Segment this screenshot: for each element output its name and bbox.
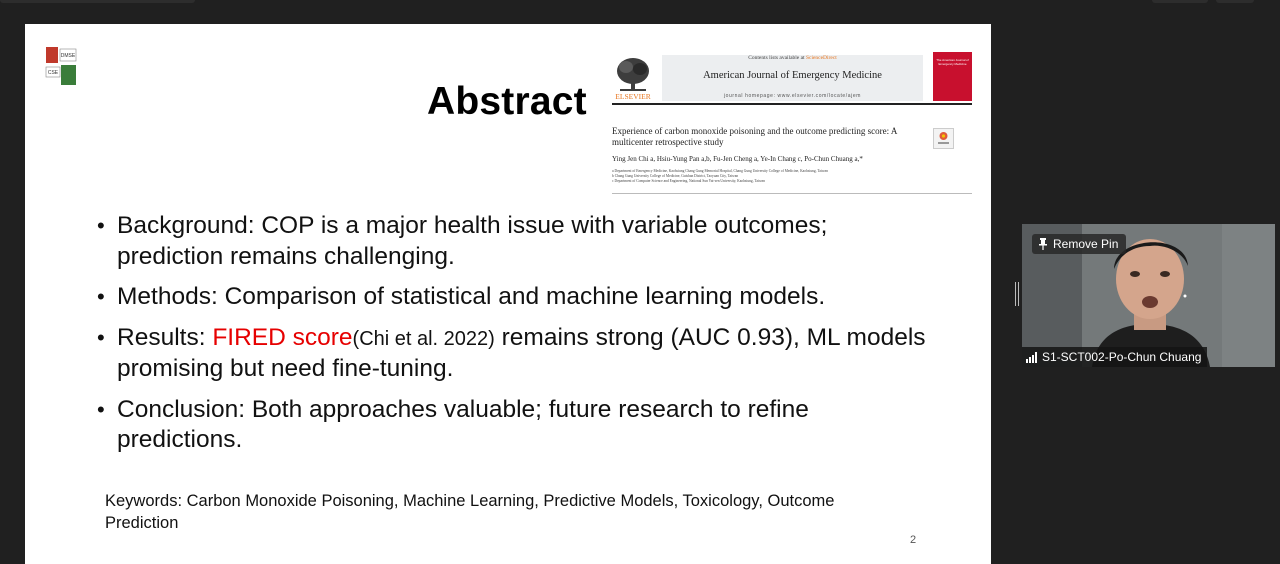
affiliation-a: a Department of Emergency Medicine, Kaohsiung Chang Gung Memorial Hospital, Chang Gung University College of Medicine, Kaohsiung, Taiwan <box>612 169 828 173</box>
panel-resize-handle[interactable] <box>1015 282 1019 306</box>
contents-line <box>662 55 923 61</box>
sciencedirect-link: ScienceDirect <box>805 55 837 61</box>
affiliation-c: c Department of Computer Science and Engineering, National Sun Yat-sen University, Kaohsiung, Taiwan <box>612 179 765 183</box>
participant-name-bar <box>1022 347 1207 367</box>
journal-cover <box>933 52 972 101</box>
bullet-conclusion: • Conclusion: Both approaches valuable; future research to refine predictions. <box>97 395 937 456</box>
footer-rule <box>612 193 972 194</box>
contents-prefix: Contents lists available at <box>748 55 806 61</box>
pin-icon <box>1038 238 1048 250</box>
journal-cover-text: The American Journal of Emergency Medicine <box>936 58 969 66</box>
fired-score-highlight: FIRED score <box>212 323 353 351</box>
results-prefix: Results: <box>117 323 213 351</box>
publisher-name: ELSEVIER <box>615 92 651 101</box>
top-toolbar-strip <box>0 0 1280 6</box>
remove-pin-label: Remove Pin <box>1053 237 1119 251</box>
header-rule <box>612 103 972 105</box>
remove-pin-button[interactable] <box>1032 234 1126 254</box>
slide-title: Abstract <box>427 80 587 123</box>
journal-homepage: journal homepage: www.elsevier.com/locate/ajem <box>723 93 862 99</box>
participant-name: S1-SCT002-Po-Chun Chuang <box>1042 350 1202 364</box>
paper-authors: Ying Jen Chi a, Hsiu-Yung Pan a,b, Fu-Jen Cheng a, Ye-In Chang c, Po-Chun Chuang a,* <box>612 155 863 163</box>
slide-page-number: 2 <box>910 534 917 546</box>
participant-video-tile[interactable] <box>1022 224 1275 367</box>
keywords-text: Keywords: Carbon Monoxide Poisoning, Machine Learning, Predictive Models, Toxicology, Outcome Prediction <box>105 492 835 532</box>
logo-bottom-text: CSE <box>47 70 59 76</box>
paper-title: Experience of carbon monoxide poisoning and the outcome predicting score: A multicenter retrospective study <box>612 126 897 147</box>
shared-slide <box>25 24 991 564</box>
results-citation: (Chi et al. 2022) <box>352 327 495 350</box>
affiliation-b: b Chang Gung University College of Medicine, Guishan District, Taoyuan City, Taiwan <box>612 174 739 178</box>
bullet-results <box>97 323 937 385</box>
lab-logo <box>44 45 78 87</box>
bullet-methods: • Methods: Comparison of statistical and machine learning models. <box>97 282 937 313</box>
journal-name: American Journal of Emergency Medicine <box>703 70 882 81</box>
results-suffix: remains strong (AUC 0.93), ML models promising but need fine-tuning. <box>117 323 926 382</box>
logo-top-text: DMSE <box>60 53 76 59</box>
bullet-background: • Background: COP is a major health issue with variable outcomes; prediction remains challenging. <box>97 211 937 272</box>
abstract-bullets <box>97 211 937 466</box>
signal-icon <box>1026 352 1037 363</box>
paper-header-image <box>612 50 972 196</box>
check-for-updates-icon <box>933 128 954 149</box>
